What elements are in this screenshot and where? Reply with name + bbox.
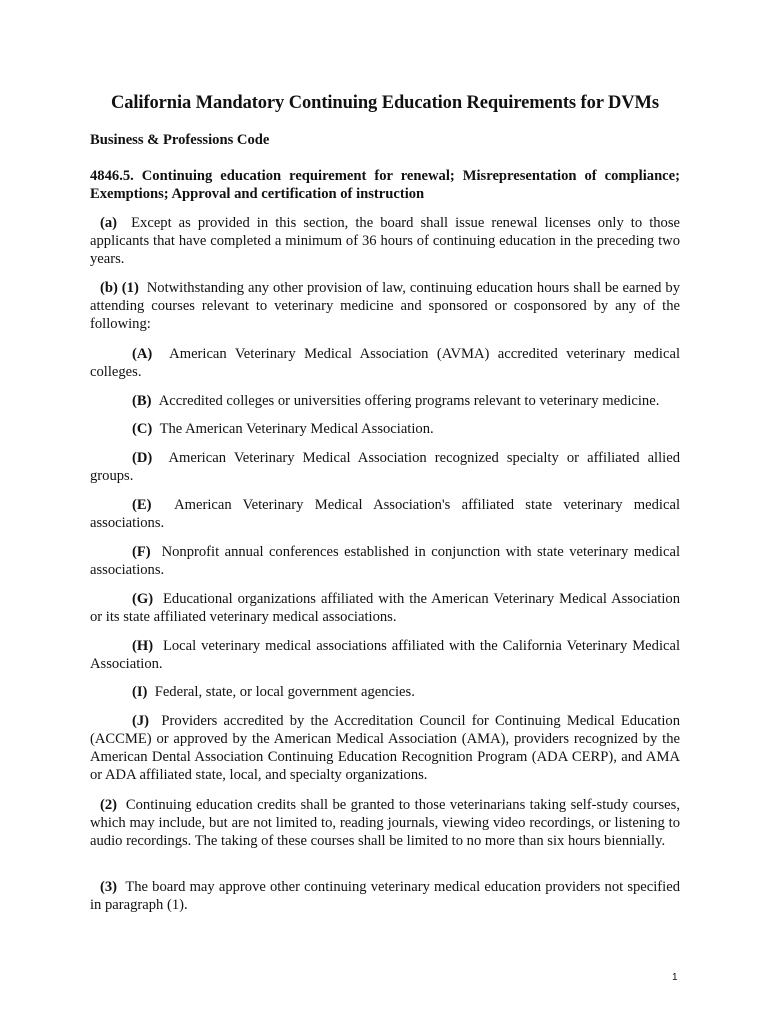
paragraph-label: (2) (100, 797, 118, 813)
item-label: (A) (132, 346, 153, 362)
item-text: Accredited colleges or universities offering programs relevant to veterinary medicine. (158, 393, 660, 409)
item-text: Local veterinary medical associations affiliated with the California Veterinary Medical Association. (90, 638, 681, 672)
paragraph-text: Continuing education credits shall be granted to those veterinarians taking self-study courses, which may include, but are not limited to, reading journals, viewing video recordings, or listening to audio recordings. The taking of these courses shall be limited to no more than six hours biennially. (90, 797, 680, 849)
item-text: Educational organizations affiliated with the American Veterinary Medical Association or its state affiliated veterinary medical associations. (90, 591, 680, 625)
paragraph-label: (b) (1) (100, 280, 139, 296)
item-label: (C) (132, 421, 153, 437)
item-C (90, 420, 680, 438)
item-label: (I) (132, 684, 148, 700)
paragraph-b3 (90, 878, 680, 914)
item-J (90, 712, 680, 784)
item-F (90, 543, 680, 579)
item-text: American Veterinary Medical Association's affiliated state veterinary medical associations. (90, 497, 680, 531)
paragraph-label: (3) (100, 879, 118, 895)
item-text: American Veterinary Medical Association recognized specialty or affiliated allied groups. (90, 450, 680, 484)
item-label: (H) (132, 638, 154, 654)
item-E (90, 496, 680, 532)
paragraph-label: (a) (100, 215, 118, 231)
item-label: (G) (132, 591, 154, 607)
page-number: 1 (672, 972, 678, 983)
item-I (90, 683, 680, 701)
item-B (90, 392, 680, 410)
item-label: (D) (132, 450, 153, 466)
item-A (90, 345, 680, 381)
item-label: (E) (132, 497, 152, 513)
item-G (90, 590, 680, 626)
item-text: Nonprofit annual conferences established in conjunction with state veterinary medical associations. (90, 544, 680, 578)
paragraph-text: Notwithstanding any other provision of law, continuing education hours shall be earned by attending courses relevant to veterinary medicine and sponsored or cosponsored by any of the following: (90, 280, 680, 332)
item-H (90, 637, 680, 673)
item-D (90, 449, 680, 485)
section-heading: 4846.5. Continuing education requirement for renewal; Misrepresentation of compliance; Exemptions; Approval and certification of instruction (90, 168, 680, 202)
code-subheading: Business & Professions Code (90, 132, 270, 148)
item-label: (B) (132, 393, 152, 409)
paragraph-b1 (90, 279, 680, 333)
item-label: (F) (132, 544, 151, 560)
paragraph-text: Except as provided in this section, the board shall issue renewal licenses only to those applicants that have completed a minimum of 36 hours of continuing education in the preceding two years. (90, 215, 681, 267)
item-label: (J) (132, 713, 150, 729)
paragraph-text: The board may approve other continuing veterinary medical education providers not specified in paragraph (1). (90, 879, 680, 913)
paragraph-a (90, 214, 680, 268)
document-title: California Mandatory Continuing Education Requirements for DVMs (110, 93, 660, 113)
item-text: Federal, state, or local government agencies. (154, 684, 415, 700)
item-text: The American Veterinary Medical Association. (159, 421, 434, 437)
item-text: American Veterinary Medical Association (AVMA) accredited veterinary medical colleges. (90, 346, 680, 380)
item-text: Providers accredited by the Accreditation Council for Continuing Medical Education (ACCME) or approved by the American Medical Association (AMA), providers recognized by the American Dental Association Continuing Education Recognition Program (ADA CERP), and AMA or ADA affiliated state, local, and specialty organizations. (90, 713, 680, 783)
paragraph-b2 (90, 796, 680, 850)
